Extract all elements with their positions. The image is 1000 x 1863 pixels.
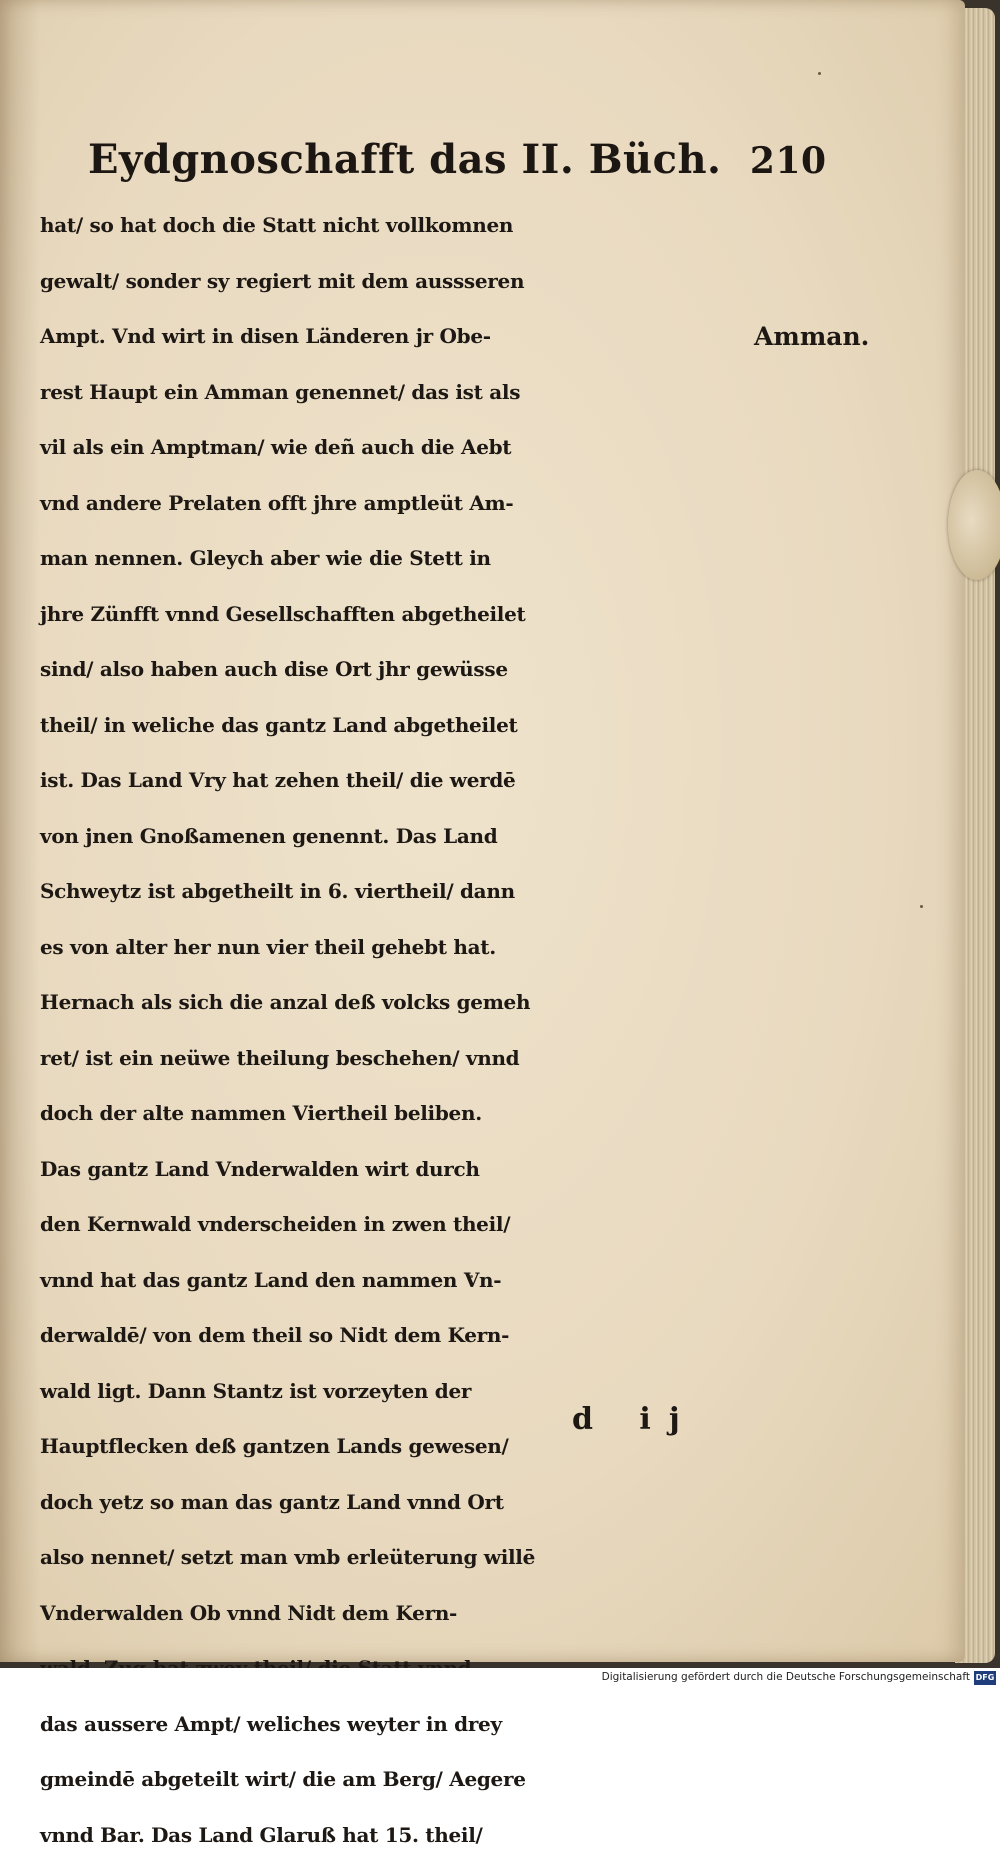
text-line: das aussere Ampt/ weliches weyter in drey: [40, 1697, 760, 1753]
text-line: vnnd Bar. Das Land Glaruß hat 15. theil/: [40, 1808, 760, 1863]
text-line: Vnderwalden Ob vnnd Nidt dem Kern-: [40, 1586, 760, 1642]
catchword: d ij: [572, 1402, 698, 1437]
running-head-title: Eydgnoschafft das II. Büch.: [88, 136, 721, 183]
text-line: jhre Zünfft vnnd Gesellschafften abgetheilet: [40, 587, 760, 643]
text-line: theil/ in weliche das gantz Land abgetheilet: [40, 698, 760, 754]
text-line: also nennet/ setzt man vmb erleüterung willē: [40, 1530, 760, 1586]
text-line: derwaldē/ von dem theil so Nidt dem Kern-: [40, 1308, 760, 1364]
text-line: Schweytz ist abgetheilt in 6. viertheil/ dann: [40, 864, 760, 920]
text-line: es von alter her nun vier theil gehebt hat.: [40, 920, 760, 976]
text-line: doch yetz so man das gantz Land vnnd Ort: [40, 1475, 760, 1531]
text-line: ist. Das Land Vry hat zehen theil/ die werdē: [40, 753, 760, 809]
paper-speck: [920, 905, 923, 908]
body-text: [40, 198, 760, 1863]
text-line: Das gantz Land Vnderwalden wirt durch: [40, 1142, 760, 1198]
gutter-shadow: [0, 0, 40, 1662]
running-head: [88, 128, 738, 192]
text-line: vil als ein Amptman/ wie deñ auch die Aebt: [40, 420, 760, 476]
text-line: hat/ so hat doch die Statt nicht vollkomnen: [40, 198, 760, 254]
text-line: gmeindē abgeteilt wirt/ die am Berg/ Aegere: [40, 1752, 760, 1808]
dfg-logo: DFG: [974, 1671, 996, 1685]
clasp-tab: [948, 470, 1000, 580]
footer: [0, 1668, 1000, 1689]
text-line: wald ligt. Dann Stantz ist vorzeyten der: [40, 1364, 760, 1420]
text-line: Ampt. Vnd wirt in disen Länderen jr Obe-: [40, 309, 760, 365]
text-line: rest Haupt ein Amman genennet/ das ist als: [40, 365, 760, 421]
text-line: Hernach als sich die anzal deß volcks gemeh: [40, 975, 760, 1031]
text-line: vnnd hat das gantz Land den nammen Vn-: [40, 1253, 760, 1309]
text-line: den Kernwald vnderscheiden in zwen theil/: [40, 1197, 760, 1253]
text-line: gewalt/ sonder sy regiert mit dem aussseren: [40, 254, 760, 310]
paper-speck: [818, 72, 821, 75]
text-line: doch der alte nammen Viertheil beliben.: [40, 1086, 760, 1142]
text-line: Hauptflecken deß gantzen Lands gewesen/: [40, 1419, 760, 1475]
page-number: 210: [750, 140, 827, 182]
footer-credit: Digitalisierung gefördert durch die Deutsche Forschungsgemeinschaft: [602, 1671, 970, 1683]
text-line: ret/ ist ein neüwe theilung beschehen/ vnnd: [40, 1031, 760, 1087]
text-line: vnd andere Prelaten offt jhre amptleüt Am-: [40, 476, 760, 532]
text-line: sind/ also haben auch dise Ort jhr gewüsse: [40, 642, 760, 698]
text-line: von jnen Gnoßamenen genennt. Das Land: [40, 809, 760, 865]
text-line: man nennen. Gleych aber wie die Stett in: [40, 531, 760, 587]
marginal-note: Amman.: [754, 322, 869, 351]
